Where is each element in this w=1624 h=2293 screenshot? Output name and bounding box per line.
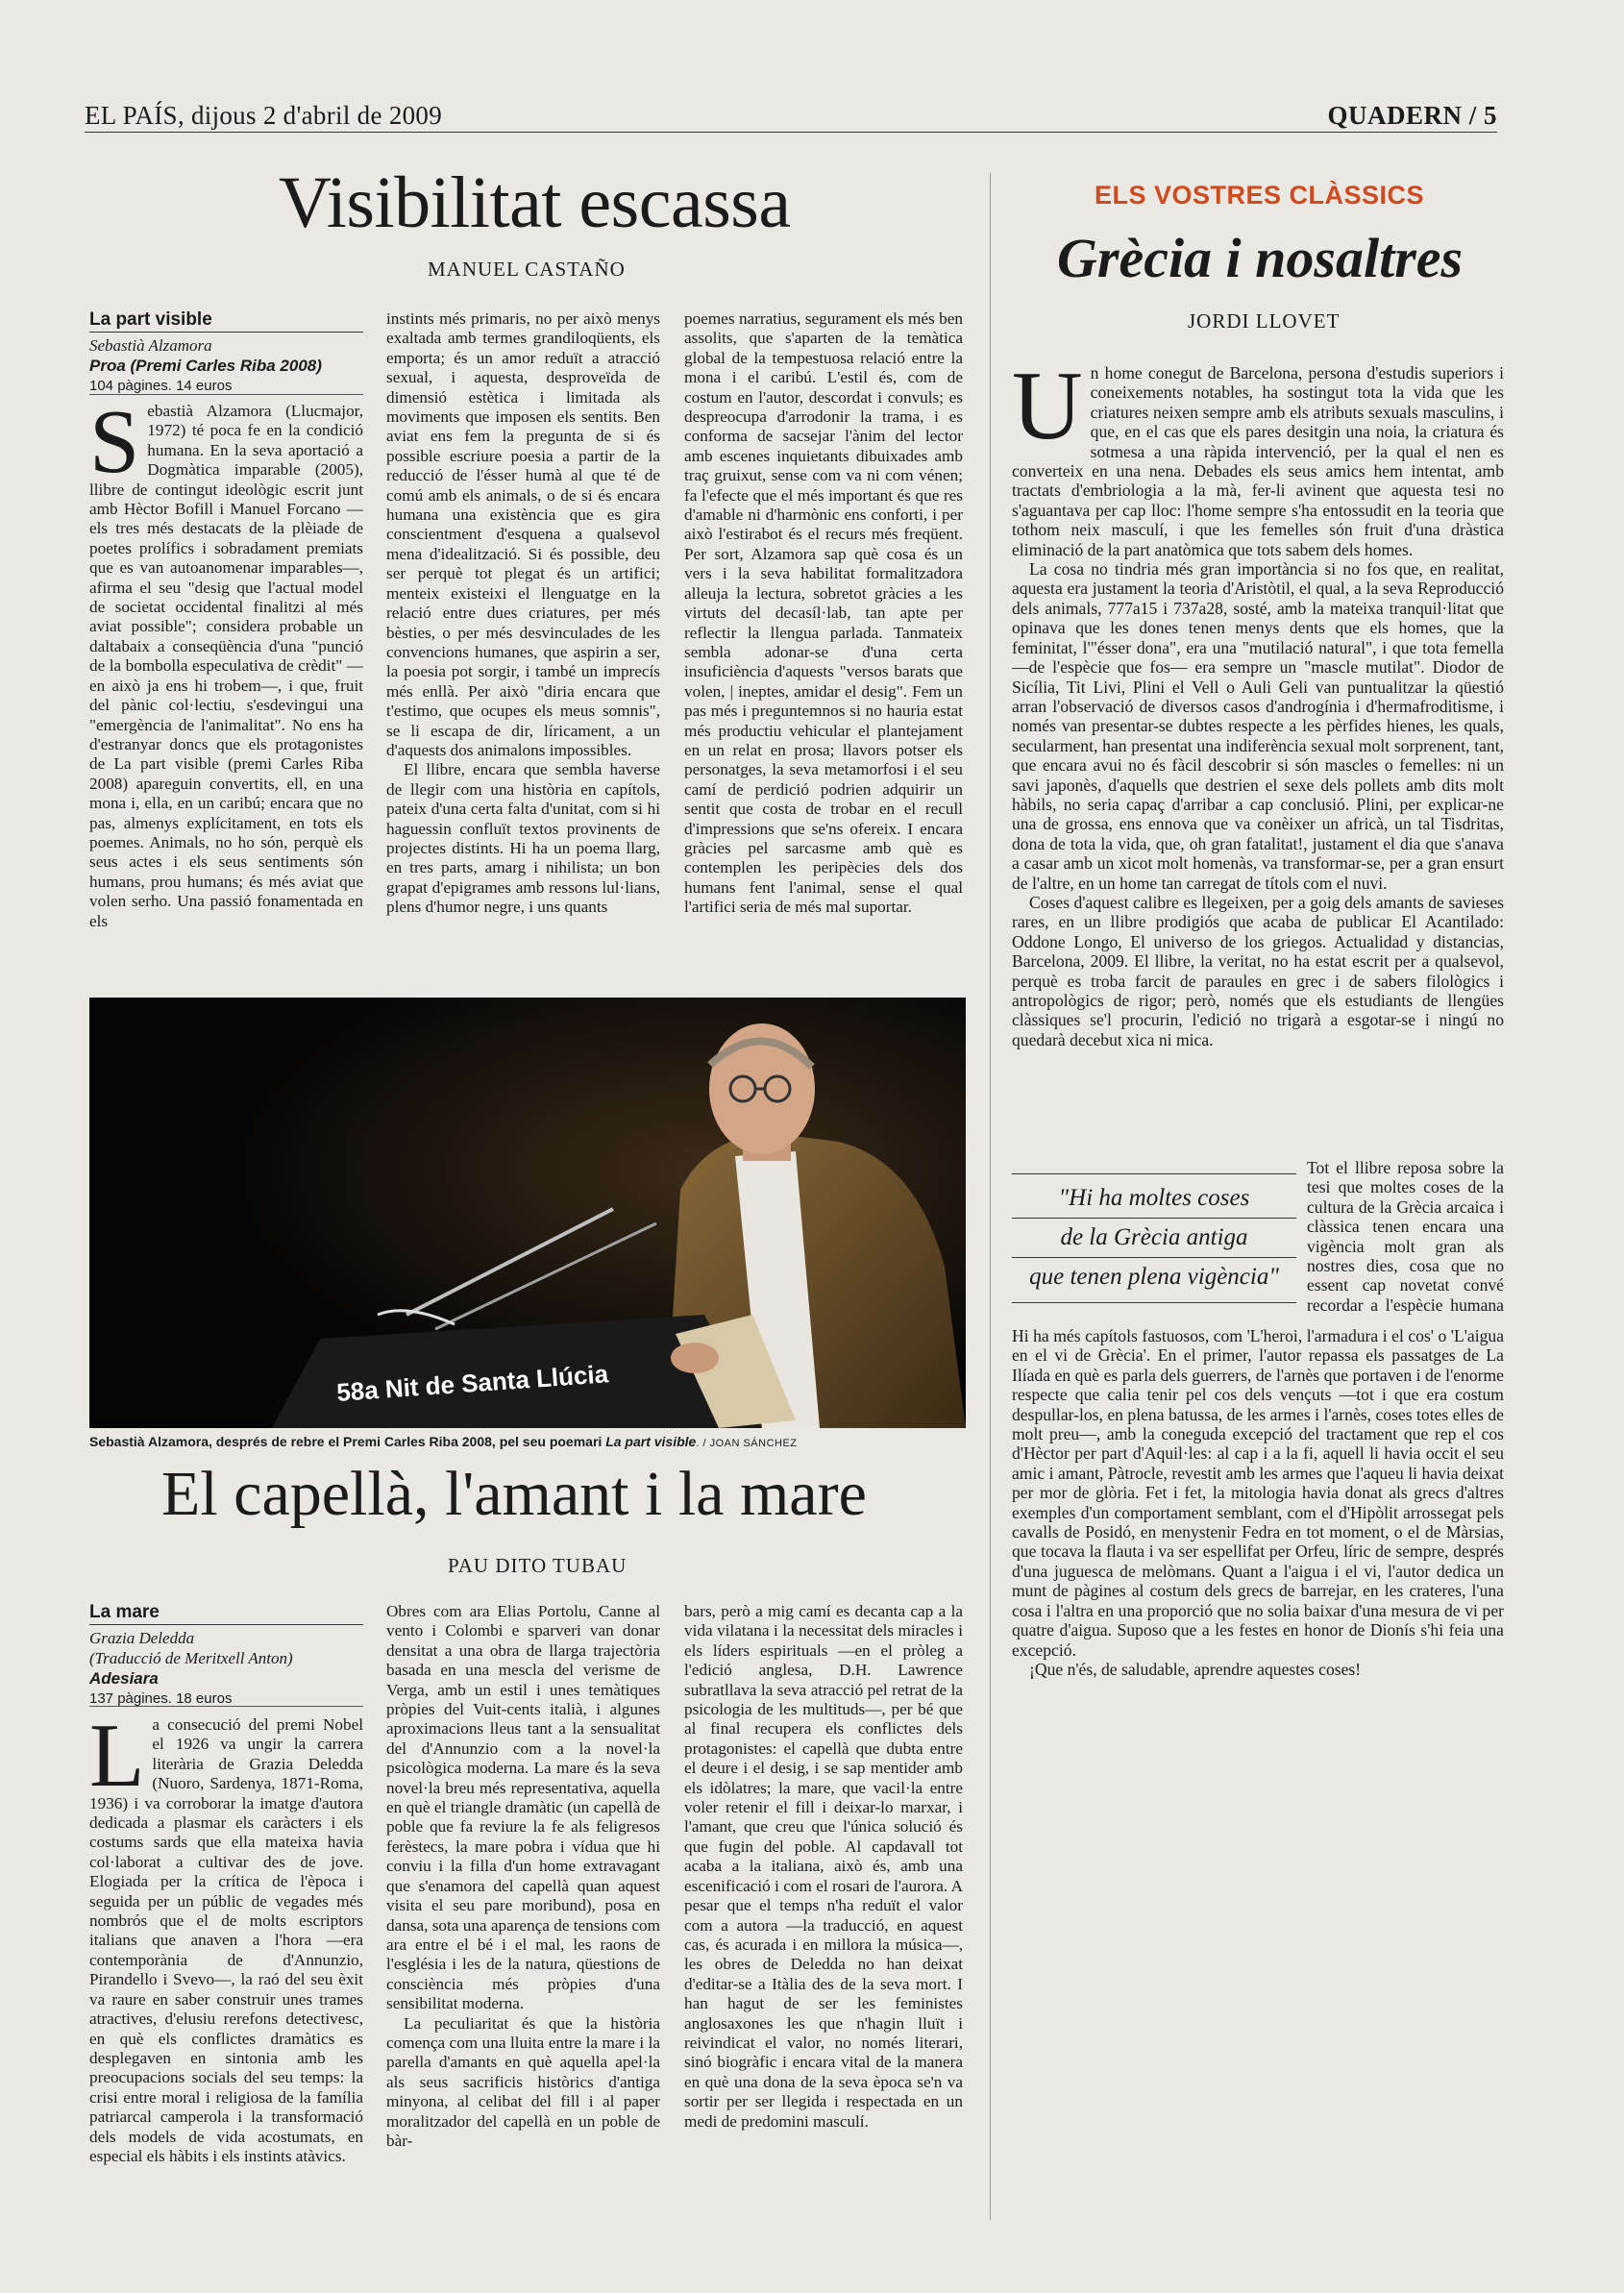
book-title: La part visible — [89, 309, 363, 333]
article1-book-info — [89, 309, 363, 396]
book-title: La mare — [89, 1602, 363, 1625]
paragraph: n home conegut de Barcelona, persona d'estudis superiors i coneixements notables, ha sostingut tota la vida que les criatures neixen sempre amb els atributs sexuals masculins, i que, en el cas que els pares desitgin una noia, la criatura és sotmesa a una ràpida intervenció, per la qual el nen es converteix en una nena. Debades els seus amics hem intentat, amb tractats d'embriologia a la mà, fer-li avinent que aquesta tesi no s'aguantava per cap lloc: l'home sempre s'ha entossudit en la teoria que tothom neix masculí, i que les femelles són fruit d'una dràstica eliminació de la part anatòmica que tots sabem dels homes. — [1012, 363, 1504, 559]
article1-column-2 — [386, 309, 660, 980]
book-author: Grazia Deledda — [89, 1629, 195, 1647]
paragraph: ¡Que n'és, de saludable, aprendre aquestes coses! — [1029, 1659, 1362, 1679]
masthead-date: EL PAÍS, dijous 2 d'abril de 2009 — [85, 101, 443, 130]
pull-quote-line: de la Grècia antiga — [1012, 1219, 1296, 1258]
article1-column-3 — [684, 309, 963, 980]
article2-author: PAU DITO TUBAU — [448, 1554, 627, 1577]
drop-cap: L — [89, 1715, 145, 1806]
book-author: Sebastià Alzamora — [89, 336, 212, 355]
book-pages: 137 pàgines. 18 euros — [89, 1690, 233, 1707]
article3-text-beside-quote — [1307, 1158, 1504, 1317]
photo-credit: . / JOAN SÁNCHEZ — [696, 1438, 798, 1449]
pull-quote-rule-top — [1012, 1173, 1296, 1174]
article2-headline: El capellà, l'amant i la mare — [161, 1459, 867, 1529]
paragraph: a consecució del premi Nobel el 1926 va ungir la carrera literària de Grazia Deledda (Nuoro, Sardenya, 1871-Roma, 1936) i va corroborar la imatge d'autora dedicada a plasmar els caràcters i els costums sards que ella mateixa havia col·laborat a cultivar des de jove. Elogiada per la crítica de l'època i seguida per un públic de vegades més nombrós que el de molts escriptors italians que anaven a l'hora —era contemporània de d'Annunzio, Pirandello i Svevo—, la raó del seu èxit va raure en saber construir unes trames atractives, d'elusiu rerefons detectivesc, en què els conflictes dramàtics es desplegaven en sintonia amb les preocupacions socials del seu temps: la crisi entre moral i religiosa de la família patriarcal camperola i la transformació dels models de vida acostumats, en especial els hàbits i els instints atàvics. — [89, 1715, 363, 2165]
column-divider — [990, 173, 991, 2220]
info-rule — [89, 394, 363, 395]
paragraph: poemes narratius, segurament els més ben assolits, que s'aparten de la temàtica global de la tempestuosa relació entre la mona i el caribú. L'estil és, com de costum en l'autor, descordat i convuls; es despreocupa d'arrodonir la trama, i es conforma de sacsejar l'ànim del lector amb escenes inquietants dibuixades amb traç gruixut, sense com va ni com vénen; fa l'efecte que el més important és que res d'amable ni d'harmònic ens conforti, i per això l'estirabot és el recurs més freqüent. Per sort, Alzamora sap què cosa és un vers i la seva habilitat formalitzadora alleuja la lectura, sobretot gràcies a les virtuts del decasíl·lab, tan apte per reflectir la llengua parlada. Tanmateix sembla adonar-se d'una certa insuficiència d'aquests "versos barats que volen, | ineptes, amidar el desig". Fem un pas més i preguntemnos si no hauria estat més productiu vehicular el plantejament en un relat en prosa; llavors potser els personatges, la seva metamorfosi i el seu camí de perdició podrien adquirir un sentit que costa de trobar en el recull d'impressions que se'ns ofereix. I encara gràcies pel sarcasme amb què es contemplen les peripècies dels dos humans fent l'animal, sense el qual l'artifici seria de més mal suportar. — [684, 309, 963, 917]
paragraph: Obres com ara Elias Portolu, Canne al vento i Colombi e sparveri van donar densitat a una obra de llarga trajectòria basada en una mescla del verisme de Verga, amb un estil i unes temàtiques pròpies del Vuit-cents italià, i algunes aproximacions lleus tant a la sensualitat del d'Annunzio com a la novel·la psicològica moderna. La mare és la seva novel·la breu més representativa, aquella en què el triangle dramàtic (un capellà de poble que fa reviure la fe als feligresos ferèstecs, la mare pobra i vídua que hi conviu i la filla d'un home extravagant que s'enamora del capellà quan aquest visita el seu pare moribund), posa en dansa, sota una aparença de tensions com ara entre el bé i el mal, les raons de l'església i les de la natura, qüestions de consciència més pròpies d'una sensibilitat moderna. — [386, 1602, 660, 2013]
masthead-rule — [85, 132, 1497, 133]
article3-section-kicker: ELS VOSTRES CLÀSSICS — [1095, 181, 1425, 210]
paragraph: Hi ha més capítols fastuosos, com 'L'heroi, l'armadura i el cos' o 'L'aigua en el vi de Grècia'. En el primer, l'autor repassa els passatges de La Ilíada en què es parla dels guerrers, de l'arnès que portaven i de l'enorme respecte que calia tenir pel cos dels vençuts —tot i que era costum despullar-los, en plena batussa, de les armes i l'arnès, coses totes elles de molt preu—, amb la coneguda excepció del tractament que rep el cos d'Hèctor per part d'Aquil·les: al cap i a la fi, aquell li havia occit el seu amic i amant, Pàtrocle, revestit amb les armes que l'aqueu li havia deixat per mor de glòria. Fet i fet, la mitologia havia donat als grecs d'altres exemples d'un comportament semblant, com el d'Hipòlit arrossegat pels cavalls de Posidó, en menystenir Fedra en tot moment, o el de Màrsias, que tocava la flauta i va ser espellifat per Orfeu, líric de sempre, després d'una juguesca de melòmans. Quant a l'aigua i el vi, l'autor dedica un munt de pàgines al costum dels grecs de barrejar, en les crateres, l'una cosa i l'altra en una proporció que no solia baixar d'una mesura de vi per quatre d'aigua. Suposo que a les festes en honor de Dionís s'hi feia una excepció. — [1012, 1326, 1504, 1660]
paragraph: El llibre, encara que sembla haverse de llegir com una història en capítols, pateix d'una certa falta d'unitat, com si hi haguessin confluït textos provinents de projectes distints. Hi ha un poema llarg, en tres parts, amarg i nihilista; un bon grapat d'epigrames amb ressons lul·lians, plens d'humor negre, i uns quants — [386, 760, 660, 917]
pull-quote-line: "Hi ha moltes coses — [1012, 1179, 1296, 1219]
article2-column-2 — [386, 1602, 660, 2215]
book-publisher: Proa (Premi Carles Riba 2008) — [89, 357, 322, 375]
paragraph: bars, però a mig camí es decanta cap a la vida vilatana i la necessitat dels miracles i els líders espirituals —en el pròleg a l'edició anglesa, D.H. Lawrence subratllava la seva atracció pel retrat de la psicologia de les multituds—, per bé que al final recupera els conflictes dels protagonistes: el capellà que dubta entre el deure i el desig, i se sap mentider amb els idòlatres; la mare, que vacil·la entre voler retenir el fill i deixar-lo marxar, i l'amant, que creu que l'única solució és que fugin del poble. Al capdavall tot acaba a la italiana, això és, amb una escenificació i com el rosari de l'aurora. A pesar que el temps n'ha reduït el valor com a autora —la traducció, en aquest cas, és acurada i en millora la música—, les obres de Deledda no han deixat d'editar-se a Itàlia des de la seva mort. I han hagut de ser les feministes anglosaxones les que n'hagin lluït i reivindicat el valor, no només literari, sinó biogràfic i encara vital de la manera en què una dona de la seva època se'n va sortir per ser llegida i respectada en un medi de predomini masculí. — [684, 1602, 963, 2131]
photo-caption — [89, 1434, 966, 1451]
info-rule — [89, 1706, 363, 1707]
paragraph: La peculiaritat és que la història comença com una lluita entre la mare i la parella d'amants en què aquella apel·la als seus sacrificis històrics d'antiga minyona, al celibat del fill i al paper moralitzador del capellà en un poble de bàr- — [386, 2013, 660, 2150]
article2-book-info — [89, 1602, 363, 1709]
book-publisher: Adesiara — [89, 1669, 159, 1688]
drop-cap: U — [1012, 363, 1083, 460]
paragraph: Coses d'aquest calibre es llegeixen, per a goig dels amants de savieses rares, en un llibre prodigiós que acaba de publicar El Acantilado: Oddone Longo, El universo de los griegos. Actualidad y distancias, Barcelona, 2009. El llibre, la veritat, no ha estat escrit per a qualsevol, perquè es troba farcit de paraules en grec i de sabers filològics i antropològics de rigor; però, només que els estudiants de llengües clàssiques se'l procurin, l'edició no trigarà a esgotar-se i ningú no quedarà decebut xica ni mica. — [1012, 892, 1504, 1049]
pull-quote — [1012, 1179, 1296, 1296]
article2-column-3 — [684, 1602, 963, 2215]
photo-poet-at-podium — [89, 998, 966, 1428]
book-pages: 104 pàgines. 14 euros — [89, 378, 233, 394]
article1-author: MANUEL CASTAÑO — [428, 258, 626, 281]
photo-illustration — [89, 998, 966, 1428]
podium-sign-text: 58a Nit de Santa Llúcia — [335, 1359, 609, 1407]
paragraph: instints més primaris, no per això menys exaltada amb termes grandiloqüents, els emporta; és un amor reduït a atracció sexual, i aquesta, desproveïda de dimensió estètica i limitada als moviments que imposen els sentits. Ben aviat ens fem la pregunta de si és possible escriure poesia a partir de la reducció de l'ésser humà al que té de comú amb els animals, o de si és encara humana una existència que es gira conscientment d'esquena a qualsevol mena d'idealització. Si és possible, deu ser perquè tot plegat és un artifici; menteix existeixi el llenguatge en la relació entre dues criatures, per més bèsties, o per més desvinculades de les convencions humanes, que aspirin a ser, la poesia pot sorgir, i també un imprecís més enllà. Per això "diria encara que t'estimo, que ocupes els meus somnis", se li escapa de dir, líricament, a un d'aquests dos animalons impossibles. — [386, 309, 660, 759]
article3-text-lower — [1012, 1326, 1504, 2220]
article1-headline: Visibilitat escassa — [279, 162, 791, 243]
paragraph-start: Tot el llibre reposa sobre la tesi que moltes coses de la cultura de la Grècia arcaica i clàssica tenen encara una vigència molt gran als nostres dies, cosa que no essent cap novetat convé recordar a l'espècie humana — [1307, 1158, 1504, 1315]
paragraph: ebastià Alzamora (Llucmajor, 1972) té poca fe en la condició humana. En la seva aportació a Dogmàtica imparable (2005), llibre de contingut ideològic escrit junt amb Hèctor Bofill i Manuel Forcano —els tres més destacats de la plèiade de poetes prolífics i sobradament premiats que es van autoanomenar imparables—, afirma el seu "desig que l'actual model de societat occidental finalitzi al més aviat possible"; considera probable un daltabaix a conseqüència d'una "punció de la bombolla especulativa de crèdit" —en això ja ens hi trobem—, i que, fruit del pànic col·lectiu, s'esdevingui una "emergència de l'animalitat". No ens ha d'estranyar doncs que els protagonistes de La part visible (premi Carles Riba 2008) apareguin convertits, ell, en una mona i, ella, en un caribú; encara que no pas, almenys explícitament, en tots els poemes. Animals, no ho són, perquè els seus actes i els seus sentiments són humans, prou humans; és més aviat que volen serho. Una passió fonamentada en els — [89, 402, 363, 930]
pull-quote-rule-bottom — [1012, 1302, 1296, 1303]
drop-cap: S — [89, 402, 140, 492]
article3-author: JORDI LLOVET — [1188, 309, 1341, 333]
caption-text: Sebastià Alzamora, després de rebre el Premi Carles Riba 2008, pel seu poemari — [89, 1434, 606, 1449]
book-translation: (Traducció de Meritxell Anton) — [89, 1649, 293, 1667]
pull-quote-line: que tenen plena vigència" — [1029, 1264, 1279, 1290]
caption-title: La part visible — [605, 1434, 697, 1449]
article3-text-upper — [1012, 363, 1504, 1171]
paragraph: La cosa no tindria més gran importància si no fos que, en realitat, aquesta era justament la teoria d'Aristòtil, el qual, a la seva Reproducció dels animals, 777a15 i 737a28, sosté, amb la mateixa tranquil·litat que opinava que les dones tenen menys dents que els homes, que la feminitat, l'"ésser dona", era una "mutilació natural", i que tota femella —de l'espècie que fos— era sempre un "mascle mutilat". Diodor de Sicília, Tit Livi, Plini el Vell o Auli Geli van puntualitzar la qüestió arran l'observació de diversos casos d'androgínia i d'hermafroditisme, i només van presentar-se dubtes respecte a les pèrfides hienes, les quals, secularment, han presentat una indiferència sexual molt sorprenent, tant, que encara avui no és fàcil descobrir si són mascles o femelles: ni un savi japonès, d'aquells que destrien el sexe dels pollets amb dits molt hàbils, no seria capaç d'arribar a cap conclusió. Plini, per explicar-ne una de grossa, ens ennova que va conèixer un africà, un tal Tisdritas, dona de tota la vida, que, oh gran fatalitat!, justament el dia que s'anava a casar amb un xicot molt homenàs, va transformar-se, per a gran ensurt de l'altre, en un home tan carregat de títols com el nuvi. — [1012, 559, 1504, 893]
article1-column-1 — [89, 402, 363, 980]
masthead-section-page: QUADERN / 5 — [1327, 101, 1497, 130]
article3-headline: Grècia i nosaltres — [1057, 227, 1464, 289]
article2-column-1 — [89, 1715, 363, 2215]
